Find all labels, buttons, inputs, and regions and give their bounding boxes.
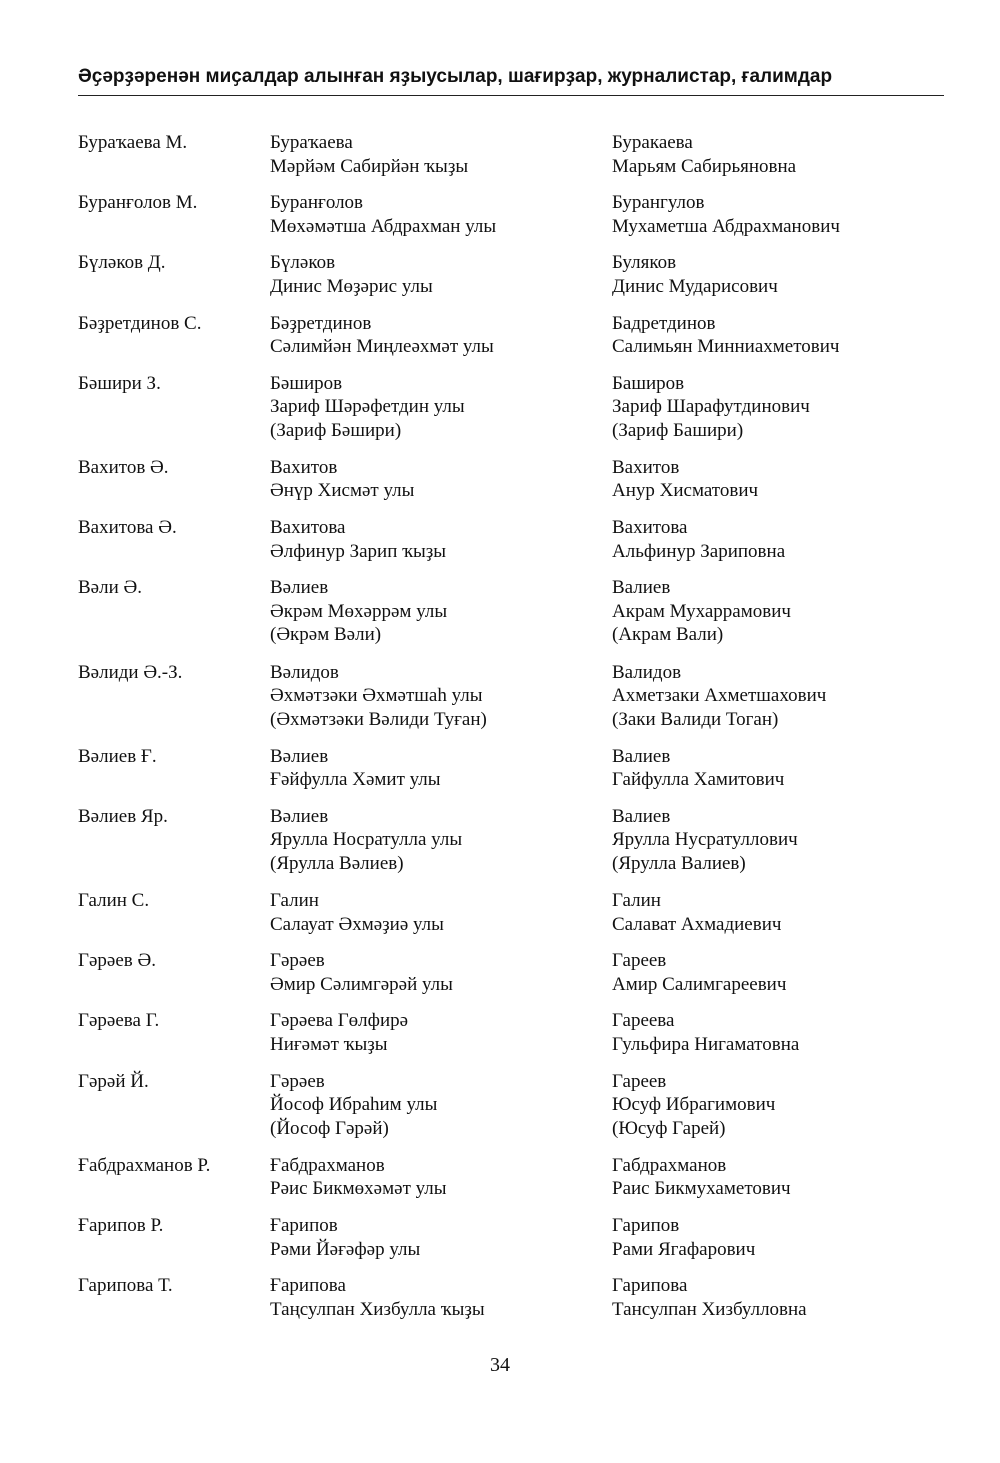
- short-name: Бәҙретдинов С.: [78, 312, 202, 334]
- bashkir-name-line: Мөхәмәтша Абдрахман улы: [270, 215, 497, 237]
- russian-name-line: Галин: [612, 890, 661, 912]
- russian-name-line: Зариф Шарафутдинович: [612, 396, 810, 418]
- bashkir-name-line: Ғарипов: [270, 1215, 338, 1236]
- bashkir-name-line: Ярулла Носратулла улы: [270, 829, 463, 851]
- russian-full-name: [612, 1070, 952, 1141]
- russian-name-line: Тансулпан Хизбулловна: [612, 1298, 807, 1320]
- bashkir-name-line: Вәлидов: [270, 661, 339, 683]
- russian-full-name: [612, 1154, 952, 1201]
- bashkir-name-line: Зариф Шәрәфетдин улы: [270, 396, 465, 418]
- russian-name-line: Буляков: [612, 252, 677, 274]
- russian-name-line: Гарипова: [612, 1275, 688, 1297]
- bashkir-name-line: Галин: [270, 890, 319, 912]
- name-entry: [78, 251, 944, 311]
- names-table: [78, 131, 944, 1334]
- short-name: Гәрәй Й.: [78, 1070, 149, 1092]
- bashkir-full-name: [270, 251, 605, 298]
- name-entry: [78, 1274, 944, 1334]
- name-entry: [78, 456, 944, 516]
- russian-full-name: [612, 576, 952, 647]
- name-entry: [78, 191, 944, 251]
- russian-name-line: Бадретдинов: [612, 312, 716, 334]
- page-number: 34: [490, 1354, 510, 1376]
- short-name: Бәшири З.: [78, 372, 161, 394]
- name-entry: [78, 131, 944, 191]
- bashkir-name-line: Гәрәев: [270, 1070, 325, 1092]
- short-name: Гәрәева Г.: [78, 1010, 160, 1032]
- name-entry: [78, 889, 944, 949]
- russian-full-name: [612, 191, 952, 238]
- bashkir-full-name: [270, 745, 605, 792]
- russian-full-name: [612, 661, 952, 732]
- russian-name-line: Амир Салимгареевич: [612, 973, 787, 995]
- short-name: Вәлиев Яр.: [78, 805, 168, 827]
- bashkir-name-line: Гәрәева Гөлфирә: [270, 1010, 409, 1032]
- bashkir-name-line: Буранғолов: [270, 192, 364, 214]
- bashkir-full-name: [270, 1214, 605, 1261]
- short-name: Вахитов Ә.: [78, 456, 169, 478]
- bashkir-name-line: Әнүр Хисмәт улы: [270, 480, 415, 502]
- russian-name-line: Салимьян Минниахметович: [612, 336, 840, 358]
- russian-name-line: Вахитова: [612, 517, 688, 539]
- name-entry: [78, 661, 944, 745]
- russian-name-line: Альфинур Зариповна: [612, 540, 786, 562]
- bashkir-name-line: Вәлиев: [270, 745, 329, 767]
- russian-name-line: Гарипов: [612, 1215, 680, 1236]
- bashkir-full-name: [270, 516, 605, 563]
- short-name: Бүләков Д.: [78, 252, 166, 274]
- bashkir-full-name: [270, 805, 605, 876]
- short-name: Галин С.: [78, 890, 150, 912]
- russian-name-line: Вахитов: [612, 456, 680, 478]
- russian-name-line: Ярулла Нусратуллович: [612, 829, 798, 851]
- short-name: Бураҡаева М.: [78, 132, 188, 153]
- bashkir-name-line: Йософ Ибраһим улы: [270, 1094, 438, 1116]
- bashkir-name-line: Гәрәев: [270, 950, 325, 972]
- short-name: Буранғолов М.: [78, 192, 198, 214]
- short-name: Гәрәев Ә.: [78, 950, 156, 972]
- russian-full-name: [612, 1274, 952, 1321]
- russian-name-line: (Юсуф Гарей): [612, 1117, 726, 1139]
- bashkir-full-name: [270, 661, 605, 732]
- bashkir-full-name: [270, 312, 605, 359]
- short-name: Ғабдрахманов Р.: [78, 1154, 211, 1176]
- name-entry: [78, 312, 944, 372]
- russian-name-line: Габдрахманов: [612, 1154, 727, 1176]
- short-name: Вәлиев Ғ.: [78, 745, 157, 767]
- bashkir-name-line: Рәми Йәғәфәр улы: [270, 1238, 421, 1260]
- running-header: Әҫәрҙәренән миҫалдар алынған яҙыусылар, шағирҙар, журналистар, ғалимдар: [78, 66, 833, 87]
- bashkir-full-name: [270, 456, 605, 503]
- bashkir-name-line: Әмир Сәлимгәрәй улы: [270, 973, 453, 995]
- bashkir-full-name: [270, 1154, 605, 1201]
- bashkir-name-line: Вәлиев: [270, 577, 329, 599]
- short-name: Вәли Ә.: [78, 577, 142, 599]
- name-entry: [78, 372, 944, 456]
- russian-full-name: [612, 949, 952, 996]
- header-rule: [78, 95, 944, 96]
- bashkir-name-line: Вахитов: [270, 456, 338, 478]
- russian-full-name: [612, 251, 952, 298]
- russian-name-line: Анур Хисматович: [612, 480, 759, 502]
- russian-full-name: [612, 745, 952, 792]
- bashkir-full-name: [270, 372, 605, 443]
- bashkir-full-name: [270, 949, 605, 996]
- russian-name-line: Валидов: [612, 661, 682, 683]
- bashkir-name-line: Динис Мөҙәрис улы: [270, 275, 433, 297]
- russian-name-line: Гульфира Нигаматовна: [612, 1033, 800, 1055]
- bashkir-name-line: Рәис Бикмөхәмәт улы: [270, 1178, 447, 1200]
- russian-name-line: Салават Ахмадиевич: [612, 913, 782, 935]
- short-name: Вәлиди Ә.-З.: [78, 661, 183, 683]
- bashkir-name-line: (Әхмәтзәки Вәлиди Туған): [270, 708, 487, 730]
- bashkir-name-line: Вәлиев: [270, 805, 329, 827]
- name-entry: [78, 576, 944, 660]
- russian-name-line: (Заки Валиди Тоган): [612, 708, 779, 730]
- bashkir-name-line: (Әкрәм Вәли): [270, 624, 382, 646]
- short-name: Гарипова Т.: [78, 1275, 173, 1297]
- russian-name-line: Динис Мударисович: [612, 275, 778, 297]
- bashkir-name-line: Салауат Әхмәҙиә улы: [270, 913, 444, 935]
- russian-full-name: [612, 1009, 952, 1056]
- russian-name-line: Валиев: [612, 745, 671, 767]
- bashkir-name-line: Бәширов: [270, 372, 343, 394]
- bashkir-name-line: Әхмәтзәки Әхмәтшаһ улы: [270, 685, 483, 706]
- russian-full-name: [612, 805, 952, 876]
- russian-full-name: [612, 372, 952, 443]
- bashkir-full-name: [270, 1070, 605, 1141]
- name-entry: [78, 1070, 944, 1154]
- russian-name-line: Акрам Мухаррамович: [612, 600, 791, 622]
- russian-name-line: (Акрам Вали): [612, 624, 724, 646]
- russian-name-line: Марьям Сабирьяновна: [612, 155, 797, 177]
- name-entry: [78, 516, 944, 576]
- russian-name-line: Валиев: [612, 577, 671, 599]
- bashkir-name-line: Бураҡаева: [270, 132, 353, 153]
- russian-full-name: [612, 516, 952, 563]
- name-entry: [78, 745, 944, 805]
- russian-name-line: Юсуф Ибрагимович: [612, 1094, 776, 1116]
- russian-name-line: Буракаева: [612, 132, 693, 153]
- bashkir-name-line: Ғабдрахманов: [270, 1154, 385, 1176]
- russian-full-name: [612, 312, 952, 359]
- bashkir-full-name: [270, 191, 605, 238]
- russian-name-line: Валиев: [612, 805, 671, 827]
- russian-name-line: Гареев: [612, 950, 667, 972]
- russian-name-line: Гареев: [612, 1070, 667, 1092]
- russian-full-name: [612, 456, 952, 503]
- bashkir-name-line: Әлфинур Зарип ҡыҙы: [270, 540, 447, 562]
- short-name: Вахитова Ә.: [78, 517, 177, 539]
- bashkir-name-line: (Ярулла Вәлиев): [270, 852, 404, 874]
- russian-name-line: Бурангулов: [612, 192, 705, 214]
- bashkir-name-line: (Йософ Гәрәй): [270, 1117, 389, 1139]
- name-entry: [78, 1154, 944, 1214]
- russian-name-line: Баширов: [612, 372, 685, 394]
- name-entry: [78, 949, 944, 1009]
- bashkir-name-line: Ғәйфулла Хәмит улы: [270, 769, 441, 791]
- russian-full-name: [612, 889, 952, 936]
- bashkir-name-line: Бүләков: [270, 252, 336, 274]
- bashkir-full-name: [270, 1009, 605, 1056]
- bashkir-full-name: [270, 576, 605, 647]
- bashkir-full-name: [270, 1274, 605, 1321]
- russian-name-line: (Зариф Башири): [612, 419, 744, 441]
- bashkir-name-line: Ғарипова: [270, 1275, 346, 1297]
- bashkir-name-line: Таңсулпан Хизбулла ҡыҙы: [270, 1298, 485, 1320]
- bashkir-name-line: Сәлимйән Миңлеәхмәт улы: [270, 336, 494, 358]
- bashkir-full-name: [270, 131, 605, 178]
- bashkir-name-line: Мәрйәм Сабирйән ҡыҙы: [270, 155, 469, 177]
- russian-full-name: [612, 1214, 952, 1261]
- bashkir-name-line: (Зариф Бәшири): [270, 419, 402, 441]
- bashkir-name-line: Әкрәм Мөхәррәм улы: [270, 600, 448, 622]
- russian-name-line: Ахметзаки Ахметшахович: [612, 685, 827, 706]
- bashkir-name-line: Ниғәмәт ҡыҙы: [270, 1033, 388, 1055]
- short-name: Ғарипов Р.: [78, 1215, 164, 1236]
- russian-name-line: Гайфулла Хамитович: [612, 769, 785, 791]
- russian-name-line: Гареева: [612, 1010, 675, 1032]
- bashkir-name-line: Бәҙретдинов: [270, 312, 372, 334]
- name-entry: [78, 1214, 944, 1274]
- bashkir-full-name: [270, 889, 605, 936]
- russian-full-name: [612, 131, 952, 178]
- russian-name-line: Мухаметша Абдрахманович: [612, 215, 840, 237]
- russian-name-line: Раис Бикмухаметович: [612, 1178, 791, 1200]
- name-entry: [78, 1009, 944, 1069]
- bashkir-name-line: Вахитова: [270, 517, 346, 539]
- name-entry: [78, 805, 944, 889]
- russian-name-line: Рами Ягафарович: [612, 1238, 756, 1260]
- russian-name-line: (Ярулла Валиев): [612, 852, 746, 874]
